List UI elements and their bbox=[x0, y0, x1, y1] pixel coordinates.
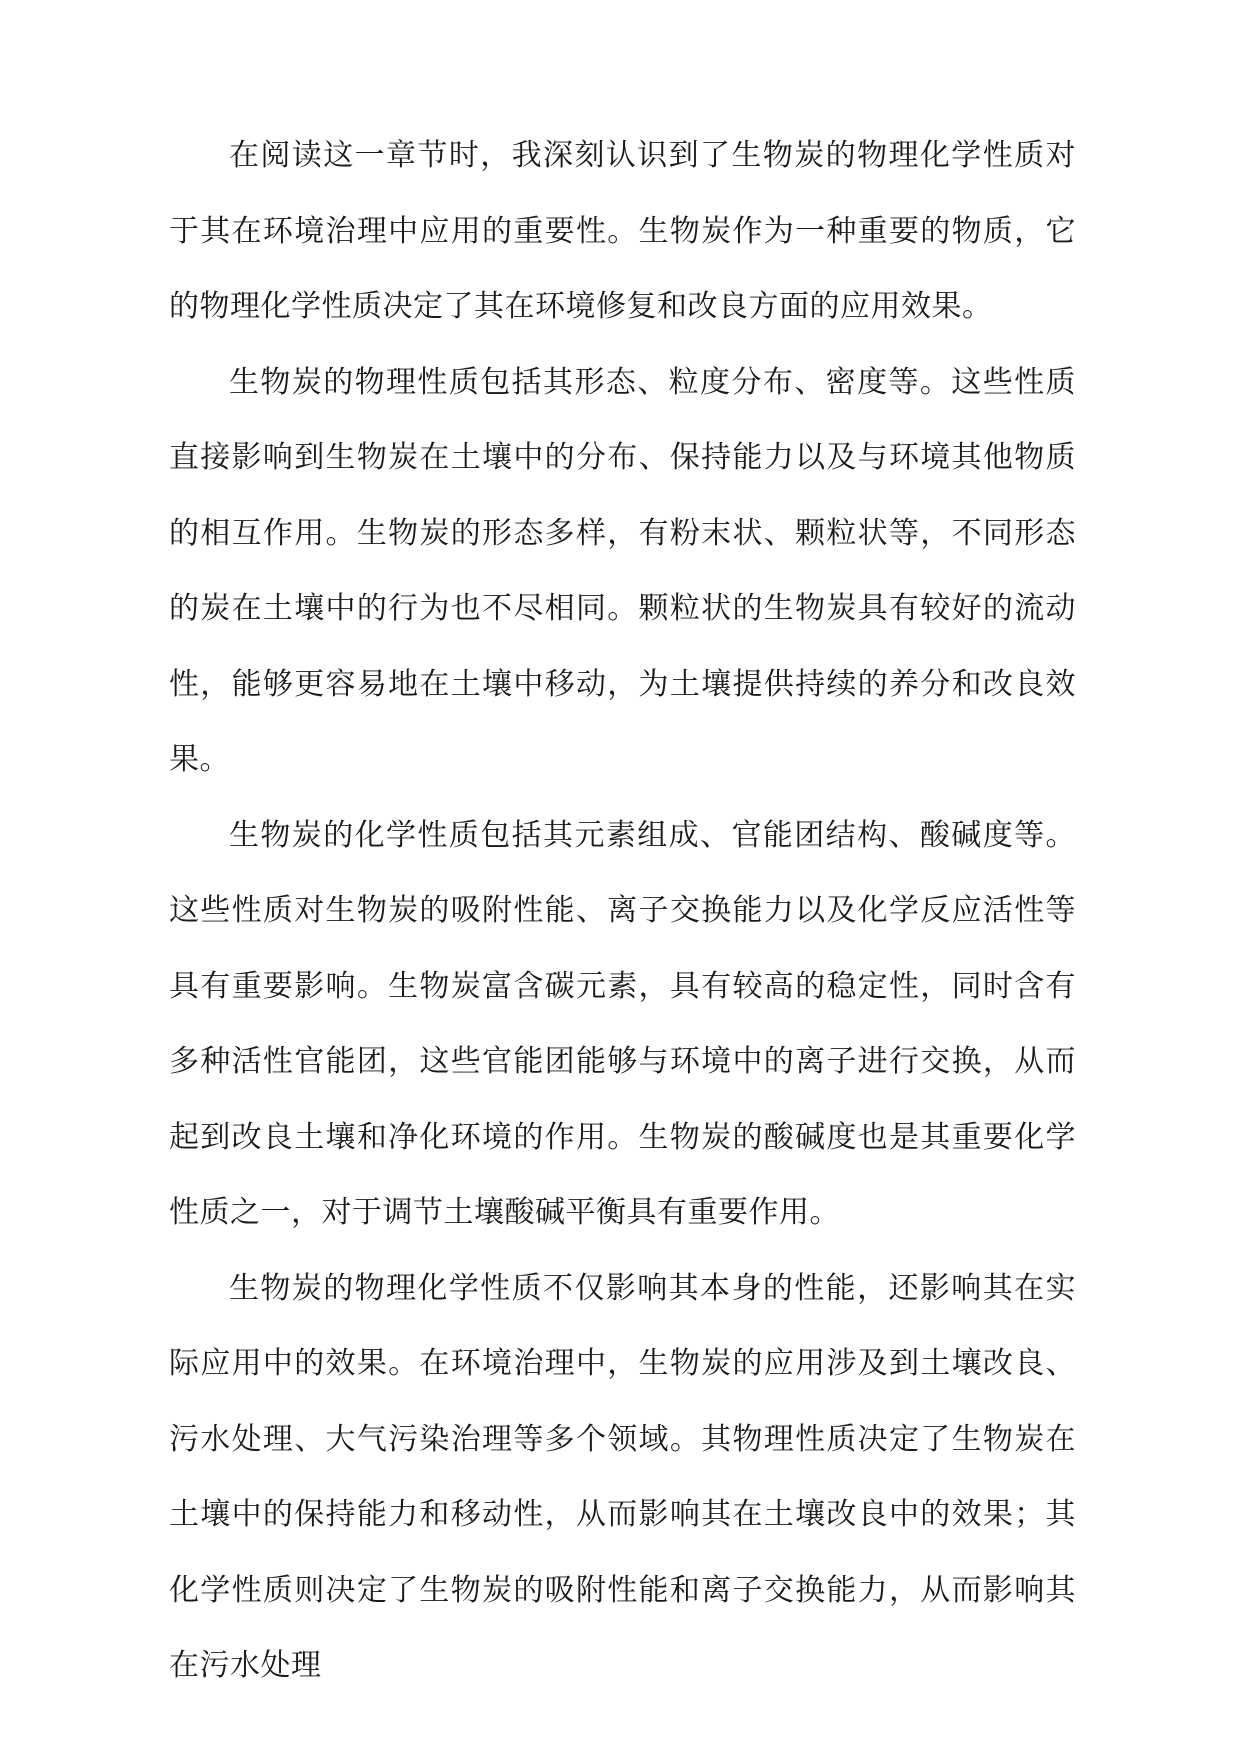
paragraph: 生物炭的物理性质包括其形态、粒度分布、密度等。这些性质直接影响到生物炭在土壤中的分布、保持能力以及与环境其他物质的相互作用。生物炭的形态多样，有粉末状、颗粒状等，不同形态的炭在土壤中的行为也不尽相同。颗粒状的生物炭具有较好的流动性，能够更容易地在土壤中移动，为土壤提供持续的养分和改良效果。 bbox=[169, 365, 1076, 776]
document-body bbox=[169, 118, 1076, 1704]
paragraph: 生物炭的物理化学性质不仅影响其本身的性能，还影响其在实际应用中的效果。在环境治理中，生物炭的应用涉及到土壤改良、污水处理、大气污染治理等多个领域。其物理性质决定了生物炭在土壤中的保持能力和移动性，从而影响其在土壤改良中的效果；其化学性质则决定了生物炭的吸附性能和离子交换能力，从而影响其在污水处理 bbox=[169, 1271, 1076, 1682]
paragraph: 生物炭的化学性质包括其元素组成、官能团结构、酸碱度等。这些性质对生物炭的吸附性能、离子交换能力以及化学反应活性等具有重要影响。生物炭富含碳元素，具有较高的稳定性，同时含有多种活性官能团，这些官能团能够与环境中的离子进行交换，从而起到改良土壤和净化环境的作用。生物炭的酸碱度也是其重要化学性质之一，对于调节土壤酸碱平衡具有重要作用。 bbox=[169, 818, 1076, 1229]
paragraph: 在阅读这一章节时，我深刻认识到了生物炭的物理化学性质对于其在环境治理中应用的重要性。生物炭作为一种重要的物质，它的物理化学性质决定了其在环境修复和改良方面的应用效果。 bbox=[169, 139, 1076, 323]
